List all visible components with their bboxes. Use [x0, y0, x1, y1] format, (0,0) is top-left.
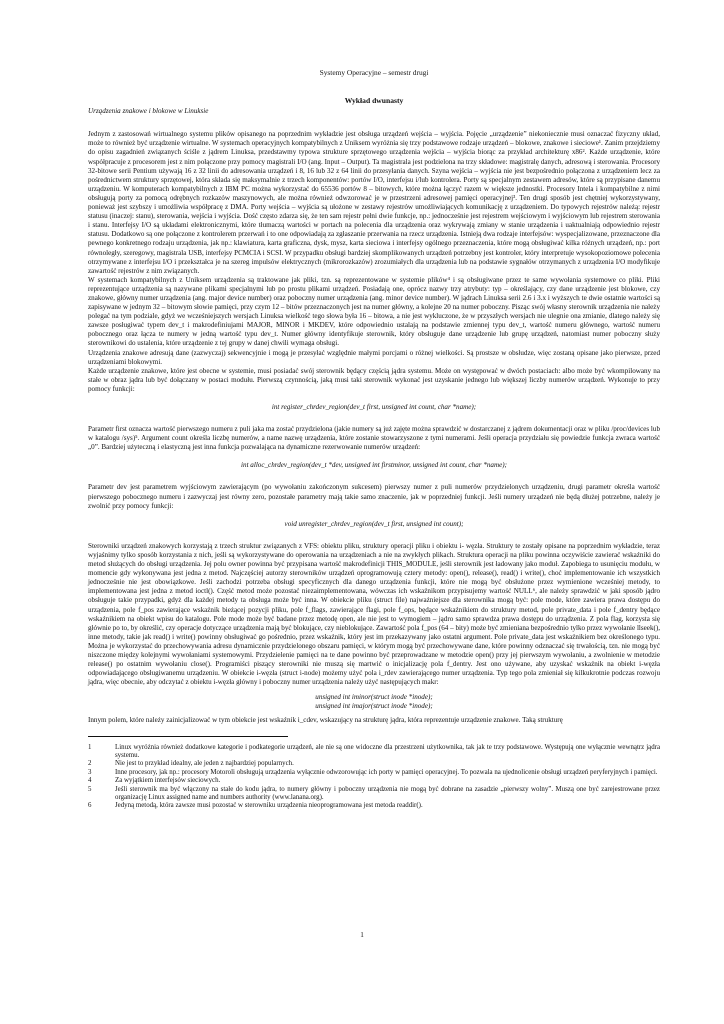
paragraph-register-params: Parametr first oznacza wartość pierwszego numeru z puli jaka ma zostać przydzielona (jakie numery są już zajęte można sprawdzić w dostarczanej z jądrem dokumentacji oraz w pliku /proc/devices lub w katalogu /sys)⁵. Argument count określa liczbę numerów, a name nazwę urządzenia, które zostanie stowarzyszone z tymi numerami. Jeśli operacja przydziału się powiedzie funkcja zwraca wartość „0”. Bardziej użyteczną i elastyczną jest inna funkcja pozwalająca na dynamiczne rezerwowanie numerów urządzeń:	[88, 425, 660, 452]
paragraph-vfs-structures: Sterowniki urządzeń znakowych korzystają z trzech struktur związanych z VFS: obiektu pliku, struktury operacji pliku i obiektu i- węzła. Struktury te zostały opisane na poprzednim wykładzie, teraz wyjaśnimy tylko sposób korzystania z nich, jeśli są wykorzystywane do operowania na urządzeniach a nie na zwykłych plikach. Struktura operacji na pliku powinna oczywiście zawierać wskaźniki do metod służących do obsługi urządzenia. Jej polu owner powinna być przypisana wartość makrodefinicji THIS_MODULE, jeśli sterownik jest ładowany jako moduł. Zapobiega to usunięciu modułu, w momencie gdy wykonywana jest jedna z metod. Najczęściej autorzy sterowników urządzeń oprogramowują cztery metody: open(), release(), read() i write(), choć implementowanie ich wszystkich jednocześnie nie jest obowiązkowe. Jeśli zachodzi potrzeba obsługi specyficznych dla danego urządzenia funkcji, które nie mogą być obsłużone przez wymienione wcześniej metody, to implementowana jest jedna z metod ioctl(). Część metod może pozostać niezaimplementowana, wówczas ich wskaźnikom przypisujemy wartość NULL⁶, ale należy sprawdzić w jaki sposób jądro obsługuje takie przypadki, gdyż dla każdej metody ta obsługa może być inna. W obiekcie pliku (struct file) najważniejsze dla sterownika mogą być: pole mode, które zawiera prawa dostępu do urządzenia, pole f_pos zawierające wskaźnik bieżącej pozycji pliku, pole f_flags, zawierające flagi, pole f_ops, będące wskaźnikiem do struktury metod, pole private_data i pole f_dentry będące wskaźnikiem na obiekt wpisu do katalogu. Pole mode może być badane przez metodę open, ale nie jest to wymogiem – jądro samo sprawdza prawa dostępu do urządzenia. Z pola flag, korzysta się głównie po to, by określić, czy operacje dotyczące urządzenia mają być blokujące, czy nieblokujące. Zawartość pola f_pos (64 – bity) może być zmieniana bezpośrednio tylko przez wywołanie llseek(), inne metody, takie jak read() i write() powinny obsługiwać go pośrednio, przez wskaźnik, który jest im przekazywany jako ostatni argument. Pole private_data jest wskaźnikiem bez określonego typu. Można je wykorzystać do przechowywania adresu dynamicznie przydzielonego obszaru pamięci, w którym mogą być przechowywane dane, które powinny odznaczać się trwałością, tzn. nie mogą być niszczone między kolejnymi wywołaniami systemowymi. Przydzielenie pamięci na te dane powinno być przeprowadzane w metodzie open() przy jej pierwszym wywołaniu, a zwolnienie w metodzie release() po ostatnim wywołaniu close(). Programiści piszący sterowniki nie muszą się martwić o inicjalizację pola f_dentry. Jest ono używane, aby uzyskać wskaźnik na obiekt i-węzła odpowiadającego obsługiwanemu urządzeniu. W obiekcie i-węzła (struct i-node) możemy użyć pola i_rdev zawierającego numer urządzenia. Typ tego pola zmieniał się kilkukrotnie podczas rozwoju jądra, więc obecnie, aby odczytać z obiektu i-węzła główny i poboczny numer urządzenia należy użyć następujących makr:	[88, 541, 660, 687]
paragraph-char-devices: Urządzenia znakowe adresują dane (zazwyczaj) sekwencyjnie i mogą je przesyłać względnie małymi porcjami o różnej wielkości. Są prostsze w obsłudze, więc zostaną opisane jako pierwsze, przed urządzeniami blokowymi.	[88, 348, 660, 366]
section-subtitle: Urządzenia znakowe i blokowe w Linuksie	[88, 107, 209, 116]
footnote-number: 1	[88, 743, 92, 751]
footnote-text: Za wyjątkiem interfejsów sieciowych.	[115, 777, 221, 785]
footnote	[88, 802, 660, 810]
footnote	[88, 769, 660, 777]
paragraph-i-cdev: Innym polem, które należy zainicjalizować w tym obiekcie jest wskaźnik i_cdev, wskazujący na strukturę jądra, która reprezentuje urządzenie znakowe. Taką strukturę	[88, 715, 563, 724]
lecture-title: Wykład dwunasty	[344, 96, 404, 106]
paragraph-alloc-params: Parametr dev jest parametrem wyjściowym zawierającym (po wywołaniu zakończonym sukcesem) pierwszy numer z puli numerów przydzielonych urządzeniu, drugi parametr określa wartość pierwszego pobocznego numeru i zazwyczaj jest równy zero, pozostałe parametry mają takie samo znaczenie, jak w poprzedniej funkcji. Jeśli numery urządzeń nie będą dłużej potrzebne, należy je zwolnić przy pomocy funkcji:	[88, 483, 660, 510]
footnote-text: Inne procesory, jak np.: procesory Motoroli obsługują urządzenia wyłącznie odwzorowując ich porty w pamięci operacyjnej. To pozwala na ujednolicenie obsługi urządzeń peryferyjnych i pamięci.	[115, 768, 658, 776]
footnote	[88, 760, 660, 768]
footnote-text: Nie jest to przykład idealny, ale jeden z najbardziej popularnych.	[115, 760, 294, 768]
footnote-text: Linux wyróżnia również dodatkowe kategorie i podkategorie urządzeń, ale nie są one widoczne dla przestrzeni użytkownika, tak jak te trzy podstawowe. Występują one wyłącznie wewnątrz jądra systemu.	[115, 743, 660, 760]
footnote-number: 3	[88, 768, 92, 776]
footnote-text: Jedyną metodą, która zawsze musi pozostać w sterowniku urządzenia nieoprogramowana jest metoda readdir().	[115, 802, 423, 810]
footnote-number: 2	[88, 760, 92, 768]
footnote-text: Jeśli sterownik ma być włączony na stałe do kodu jądra, to numery główny i poboczny urządzenia nie mogą być dobrane na zasadzie „pierwszy wolny”. Muszą one być zarejestrowane przez organizację Linux assigned name and numbers authority (www.lanana.org).	[115, 785, 660, 802]
paragraph-driver-intro: Każde urządzenie znakowe, które jest obecne w systemie, musi posiadać swój sterownik będący częścią jądra systemu. Może on występować w dwóch postaciach: albo może być wkompilowany na stałe w obraz jądra lub być dołączany w postaci modułu. Pierwszą czynnością, jaką musi taki sterownik wykonać jest uzyskanie jednego lub większej liczby numerów urządzeń. Wykonuje to przy pomocy funkcji:	[88, 366, 660, 393]
code-iminor-imajor	[88, 693, 660, 711]
footnote-number: 4	[88, 777, 92, 785]
running-header: Systemy Operacyjne – semestr drugi	[319, 68, 429, 77]
code-alloc-chrdev-region: int alloc_chrdev_region(dev_t *dev, unsigned int firstminor, unsigned int count, char *name);	[241, 461, 507, 470]
footnote	[88, 786, 660, 803]
paragraph-io-structure: Jednym z zastosowań wirtualnego systemu plików opisanego na poprzednim wykładzie jest obsługa urządzeń wejścia – wyjścia. Pojęcie „urządzenie” niekoniecznie musi oznaczać fizyczny układ, może to również być urządzenie wirtualne. W systemach operacyjnych kompatybilnych z Uniksem wyróżnia się trzy podstawowe rodzaje urządzeń – blokowe, znakowe i sieciowe¹. Zanim przejdziemy do opisu zagadnień związanych ściśle z jądrem Linuksa, przedstawmy typowa strukture sprzętowego urządzenia wejścia – wyjścia biorąc za przykład architekturę x86². Każde urządzenie, które współpracuje z procesorem jest z nim połączone przy pomocy magistrali I/O (ang. Input – Output). Ta magistrala jest podzielona na trzy składowe: magistralę danych, adresową i sterowania. Procesory 32-bitowe serii Pentium używają 16 z 32 linii do adresowania urządzeń i 8, 16 lub 32 z 64 linii do przesyłania danych. Szyna wejścia – wyjścia nie jest bezpośrednio połączona z urządzeniem lecz za pośrednictwem struktury sprzętowej, która składa się maksymalnie z trzech komponentów: portów I/O, interfejsu i/lub kontrolera. Porty są specjalnym zestawem adresów, które są przypisane danemu urządzeniu. W komputerach kompatybilnych z IBM PC można wykorzystać do 65536 portów 8 – bitowych, które można łączyć razem w większe jednostki. Procesory Intela i kompatybilne z nimi obsługują porty za pomocą odrębnych rozkazów maszynowych, ale można również odwzorować je w przestrzeni adresowej pamięci operacyjnej³. Ten drugi sposób jest chętniej wykorzystywany, ponieważ jest szybszy i umożliwia współpracę z DMA. Porty wejścia – wyjścia są ułożone w zestawy rejestrów umożliwiających komunikację z urządzeniem. Do typowych rejestrów należą: rejestr statusu (inaczej: stanu), sterowania, wejścia i wyjścia. Dość często zdarza się, że ten sam rejestr pełni dwie funkcje, np.: jednocześnie jest rejestrem wejściowym i wyjściowym lub rejestrem sterowania i stanu. Interfejsy I/O są układami elektronicznymi, które tłumaczą wartości w portach na polecenia dla urządzenia oraz wykrywają zmiany w stanie urządzenia i uaktualniają odpowiednio rejestr statusu. Dodatkowo są one połączone z kontrolerem przerwań i to one odpowiadają za zgłaszanie przerwania na rzecz urządzenia. Istnieją dwa rodzaje interfejsów: wyspecjalizowane, przeznaczone dla pewnego konkretnego rodzaju urządzenia, jak np.: klawiatura, karta graficzna, dysk, mysz, karta sieciowa i interfejsy ogólnego przeznaczenia, które mogą obsługiwać kilka różnych urządzeń, np.: port równoległy, szeregowy, magistrala USB, interfejsy PCMCIA i SCSI. W przypadku obsługi bardziej skomplikowanych urządzeń potrzebny jest kontroler, który interpretuje wysokopoziomowe polecenia otrzymywane z interfejsu I/O i przekształca je na szereg impulsów elektrycznych (mikrorozkazów) zrozumiałych dla urządzenia lub na podstawie sygnałów otrzymanych z urządzenia I/O modyfikuje zawartość rejestrów z nim związanych.	[88, 130, 660, 275]
footnote	[88, 744, 660, 761]
code-register-chrdev-region: int register_chrdev_region(dev_t first, unsigned int count, char *name);	[271, 403, 477, 411]
footnote	[88, 777, 660, 785]
code-iminor: unsigned int iminor(struct inode *inode);	[315, 693, 433, 702]
footnote-number: 6	[88, 802, 92, 810]
code-unregister-chrdev-region: void unregister_chrdev_region(dev_t first, unsigned int count);	[284, 519, 464, 528]
paragraph-device-files: W systemach kompatybilnych z Uniksem urządzenia są traktowane jak pliki, tzn. są reprezentowane w systemie plików⁴ i są obsługiwane przez te same wywołania systemowe co pliki. Pliki reprezentujące urządzenia są nazywane plikami specjalnymi lub po prostu plikami urządzeń. Posiadają one, oprócz nazwy trzy atrybuty: typ – określający, czy dane urządzenie jest blokowe, czy znakowe, główny numer urządzenia (ang. major device number) oraz poboczny numer urządzenia (ang. minor device number). W jądrach Linuksa serii 2.6 i 3.x i wyższych te dwie ostatnie wartości są zapisywane w jednym 32 – bitowym słowie pamięci, przy czym 12 – bitów przeznaczonych jest na numer główny, a kolejne 20 na numer poboczny. Pisząc swój własny sterownik urządzenia nie należy polegać na tym podziale, gdyż we wcześniejszych wersjach Linuksa wielkość tego słowa była 16 – bitowa, a nie jest wykluczone, że w przyszłych wersjach nie ulegnie ona zmianie, dlatego należy się zawsze posługiwać typem dev_t i makrodefiniujami MAJOR, MINOR i MKDEV, które odpowiednio ustalają na podstawie zmiennej typu dev_t, wartość numeru głównego, wartość numeru pobocznego oraz łącza te numery w jedną wartość typu dev_t. Numer główny identyfikuje sterownik, który obsługuje dane urządzenie lub grupę urządzeń, natomiast numer poboczny służy sterownikowi do ustalenia, które urządzenie z tej grupy w danej chwili wymaga obsługi.	[88, 275, 660, 348]
code-imajor: unsigned int imajor(struct inode *inode);	[315, 702, 433, 711]
footnote-divider	[88, 736, 288, 737]
footnote-number: 5	[88, 785, 92, 793]
page-number: 1	[360, 931, 364, 939]
